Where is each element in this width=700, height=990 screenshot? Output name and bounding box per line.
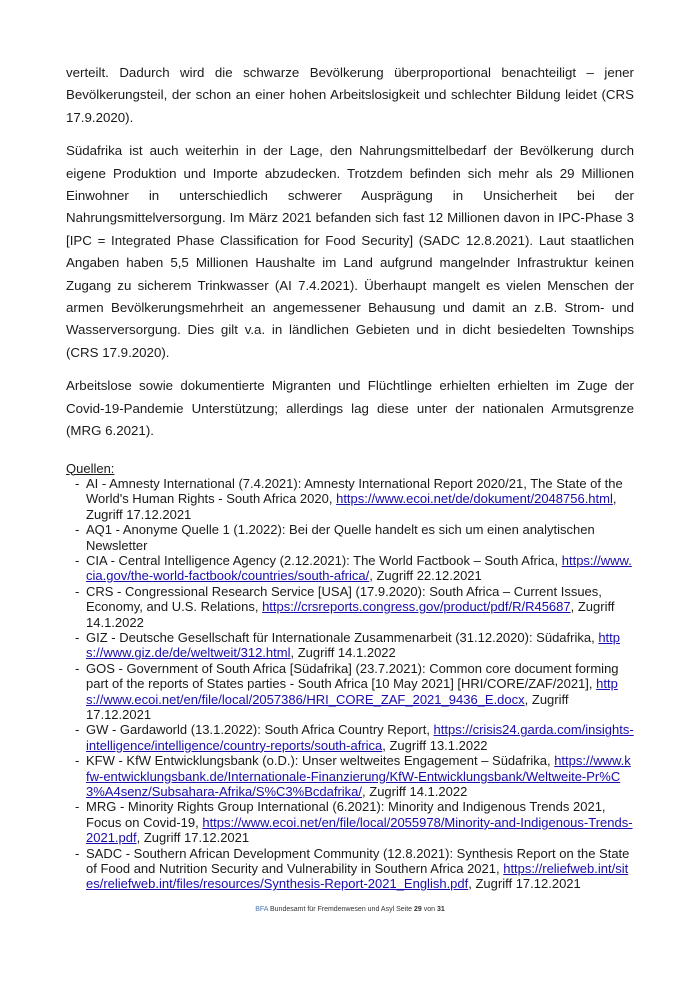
page-content <box>66 62 634 892</box>
list-dash: - <box>75 629 80 645</box>
source-text: CRS - Congressional Research Service [USA] (17.9.2020): South Africa – Current Issues, Economy, and U.S. Relations, <box>86 583 602 615</box>
footer-page-label: Seite <box>396 906 413 913</box>
source-link[interactable]: https://www.cia.gov/the-world-factbook/countries/south-africa/ <box>86 552 632 584</box>
source-item <box>66 553 634 584</box>
list-dash: - <box>75 753 80 769</box>
source-access-date: , Zugriff 14.1.2022 <box>86 599 615 630</box>
source-text: GOS - Government of South Africa [Südafrika] (23.7.2021): Common core document forming part of the reports of States parties - South Africa [10 May 2021] [HRI/CORE/ZAF/2021], <box>86 660 619 692</box>
source-link[interactable]: https://reliefweb.int/sites/reliefweb.int/files/resources/Synthesis-Report-2021_English.pdf <box>86 861 629 892</box>
list-dash: - <box>75 660 80 676</box>
source-link[interactable]: https://www.ecoi.net/en/file/local/2055978/Minority-and-Indigenous-Trends-2021.pdf <box>86 814 633 846</box>
list-dash: - <box>75 799 80 815</box>
source-link[interactable]: https://crisis24.garda.com/insights-intelligence/intelligence/country-reports/south-africa <box>86 722 634 753</box>
source-access-date: , Zugriff 17.12.2021 <box>86 691 569 722</box>
source-access-date: , Zugriff 14.1.2022 <box>290 645 396 661</box>
sources-heading: Quellen: <box>66 460 115 476</box>
source-access-date: , Zugriff 13.1.2022 <box>382 737 488 753</box>
source-text: GW - Gardaworld (13.1.2022): South Africa Country Report, <box>86 722 434 738</box>
footer-org: Bundesamt für Fremdenwesen und Asyl <box>270 906 395 913</box>
source-link[interactable]: https://www.ecoi.net/de/dokument/2048756.html <box>336 491 613 507</box>
sources-section <box>66 461 634 892</box>
source-text: SADC - Southern African Development Community (12.8.2021): Synthesis Report on the State of Food and Nutrition Security and Vulnerability in Southern Africa 2021, <box>86 845 630 877</box>
source-item <box>66 846 634 892</box>
source-link[interactable]: https://www.giz.de/de/weltweit/312.html <box>86 629 620 661</box>
source-item <box>66 722 634 753</box>
source-access-date: , Zugriff 14.1.2022 <box>362 784 468 800</box>
source-item <box>66 476 634 522</box>
source-item <box>66 630 634 661</box>
source-text: MRG - Minority Rights Group International (6.2021): Minority and Indigenous Trends 2021, Focus on Covid-19, <box>86 799 606 830</box>
body-paragraph: Südafrika ist auch weiterhin in der Lage, den Nahrungsmittelbedarf der Bevölkerung durch eigene Produktion und Importe abzudecken. Trotzdem befinden sich mehr als 29 Millionen Einwohner in unterschiedlich schwerer Ausprägung in Unsicherheit bei der Nahrungsmittelversorgung. Im März 2021 befanden sich fast 12 Millionen davon in IPC-Phase 3 [IPC = Integrated Phase Classification for Food Security] (SADC 12.8.2021). Laut staatlichen Angaben haben 5,5 Millionen Haushalte im Land aufgrund mangelnder Infrastruktur keinen Zugang zu sicherem Trinkwasser (AI 7.4.2021). Überhaupt mangelt es vielen Menschen der armen Bevölkerungsmehrheit an angemessener Behausung und damit an z.B. Strom- und Wasserversorgung. Dies gilt v.a. in ländlichen Gebieten und in dicht besiedelten Townships (CRS 17.9.2020). <box>66 143 634 360</box>
list-dash: - <box>75 552 80 568</box>
source-link[interactable]: https://www.ecoi.net/en/file/local/2057386/HRI_CORE_ZAF_2021_9436_E.docx <box>86 676 618 707</box>
page-footer <box>0 906 700 913</box>
list-dash: - <box>75 522 80 538</box>
list-dash: - <box>75 845 80 861</box>
source-access-date: , Zugriff 22.12.2021 <box>369 568 482 584</box>
sources-list <box>66 476 634 892</box>
source-link[interactable]: https://crsreports.congress.gov/product/pdf/R/R45687 <box>262 599 571 615</box>
footer-page-current: 29 <box>414 906 422 913</box>
list-dash: - <box>75 475 80 491</box>
list-dash: - <box>75 583 80 599</box>
source-text: KFW - KfW Entwicklungsbank (o.D.): Unser weltweites Engagement – Südafrika, <box>86 753 555 769</box>
footer-page-total: 31 <box>437 906 445 913</box>
source-text: AQ1 - Anonyme Quelle 1 (1.2022): Bei der Quelle handelt es sich um einen analytischen Newsletter <box>86 522 595 553</box>
source-item <box>66 799 634 845</box>
source-access-date: , Zugriff 17.12.2021 <box>468 876 581 892</box>
source-item <box>66 753 634 799</box>
source-text: AI - Amnesty International (7.4.2021): Amnesty International Report 2020/21, The State of the World's Human Rights - South Africa 2020, <box>86 475 623 507</box>
source-access-date: , Zugriff 17.12.2021 <box>136 830 250 846</box>
source-text: CIA - Central Intelligence Agency (2.12.2021): The World Factbook – South Africa, <box>86 552 562 568</box>
source-item <box>66 522 634 553</box>
list-dash: - <box>75 722 80 738</box>
source-text: GIZ - Deutsche Gesellschaft für Internationale Zusammenarbeit (31.12.2020): Südafrika, <box>86 629 599 645</box>
body-paragraph: Arbeitslose sowie dokumentierte Migranten und Flüchtlinge erhielten erhielten im Zuge der Covid-19-Pandemie Unterstützung; allerdings lag diese unter der nationalen Armutsgrenze (MRG 6.2021). <box>66 378 634 439</box>
footer-brand: BFA <box>255 906 269 913</box>
source-item <box>66 661 634 723</box>
footer-page-of: von <box>423 906 436 913</box>
source-link[interactable]: https://www.kfw-entwicklungsbank.de/Internationale-Finanzierung/KfW-Entwicklungsbank/Weltweite-Pr%C3%A4senz/Subsahara-Afrika/S%C3%Bcdafrika/ <box>86 753 631 800</box>
source-item <box>66 584 634 630</box>
source-access-date: , Zugriff 17.12.2021 <box>86 491 617 522</box>
body-paragraph: verteilt. Dadurch wird die schwarze Bevölkerung überproportional benachteiligt – jener Bevölkerungsteil, der schon an einer hohen Arbeitslosigkeit und schlechter Bildung leidet (CRS 17.9.2020). <box>66 65 634 125</box>
